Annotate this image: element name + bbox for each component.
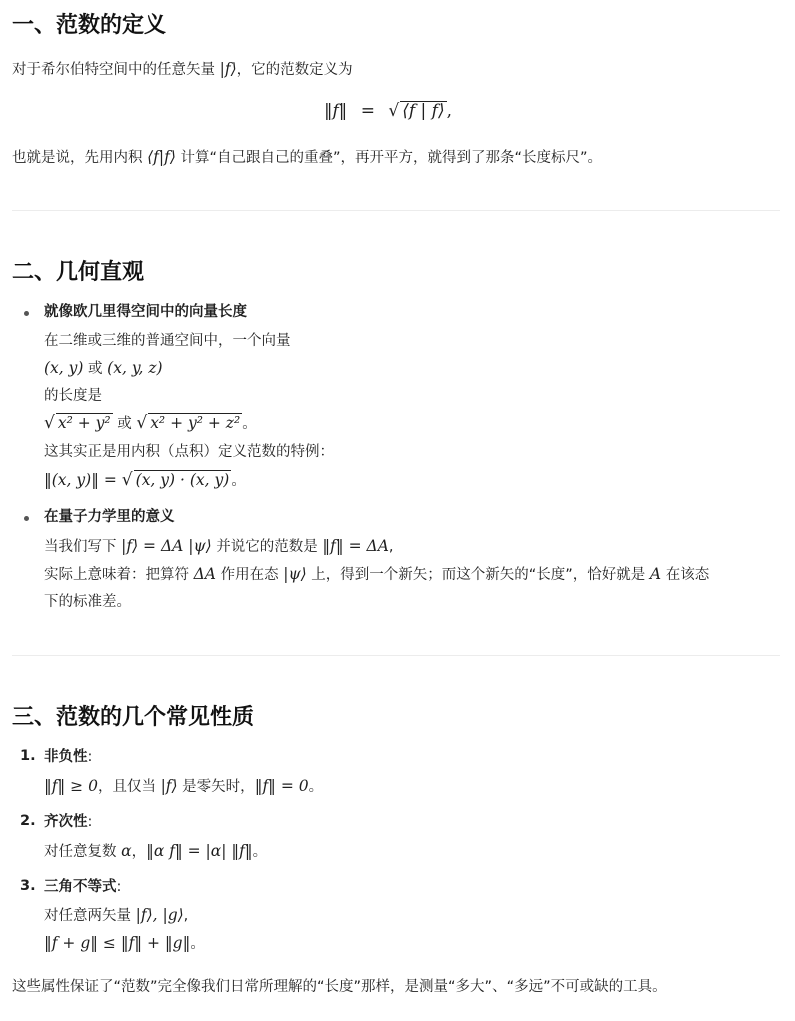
bullet-text: 的长度是 xyxy=(44,388,102,404)
property-triangle-text: 对任意两矢量 |f⟩, |g⟩, xyxy=(44,906,189,924)
divider xyxy=(12,210,780,211)
dot-product-formula: ‖(x, y)‖ = √ (x, y) · (x, y) 。 xyxy=(44,470,246,490)
bullet-title-quantum: 在量子力学里的意义 xyxy=(44,509,175,525)
conclusion-paragraph: 这些属性保证了“范数”完全像我们日常所理解的“长度”那样，是测量“多大”、“多远”不可或缺的工具。 xyxy=(12,979,667,995)
bullet-text: 在二维或三维的普通空间中，一个向量 xyxy=(44,333,291,349)
list-number: 3. xyxy=(20,878,36,894)
definition-intro: 对于希尔伯特空间中的任意矢量 |f⟩，它的范数定义为 xyxy=(12,60,353,78)
property-title-nonnegative: 非负性: xyxy=(44,749,93,765)
bullet-dot xyxy=(24,311,29,316)
bullet-dot xyxy=(24,516,29,521)
triangle-inequality-formula: ‖f + g‖ ≤ ‖f‖ + ‖g‖。 xyxy=(44,934,205,952)
section-title-definition: 一、范数的定义 xyxy=(12,13,167,38)
ket-f: |f⟩ xyxy=(219,60,237,78)
divider xyxy=(12,655,780,656)
length-formula: √ x² + y² 或 √ x² + y² + z² 。 xyxy=(44,413,257,433)
bullet-text: 这其实正是用内积（点积）定义范数的特例： xyxy=(44,444,334,460)
quantum-line-2: 实际上意味着：把算符 ΔA 作用在态 |ψ⟩ 上，得到一个新矢；而这个新矢的“长度”，恰好就是 A 在该态 xyxy=(44,565,710,583)
property-title-triangle: 三角不等式: xyxy=(44,879,122,895)
property-homogeneity-text: 对任意复数 α，‖α f‖ = |α| ‖f‖。 xyxy=(44,842,268,860)
property-title-homogeneity: 齐次性: xyxy=(44,814,93,830)
quantum-line-3: 下的标准差。 xyxy=(44,594,131,610)
quantum-line-1: 当我们写下 |f⟩ = ΔA |ψ⟩ 并说它的范数是 ‖f‖ = ΔA, xyxy=(44,537,394,555)
section-title-properties: 三、范数的几个常见性质 xyxy=(12,705,255,730)
list-number: 1. xyxy=(20,748,36,764)
norm-formula: ‖f‖ = √ ⟨f | f⟩ , xyxy=(324,101,452,121)
definition-explanation: 也就是说，先用内积 ⟨f|f⟩ 计算“自己跟自己的重叠”，再开平方，就得到了那条“长度标尺”。 xyxy=(12,148,603,166)
vector-example: (x, y) 或 (x, y, z) xyxy=(44,359,163,377)
property-nonnegative-text: ‖f‖ ≥ 0，且仅当 |f⟩ 是零矢时，‖f‖ = 0。 xyxy=(44,777,324,795)
bullet-title-euclidean: 就像欧几里得空间中的向量长度 xyxy=(44,304,247,320)
section-title-geometry: 二、几何直观 xyxy=(12,260,145,285)
list-number: 2. xyxy=(20,813,36,829)
